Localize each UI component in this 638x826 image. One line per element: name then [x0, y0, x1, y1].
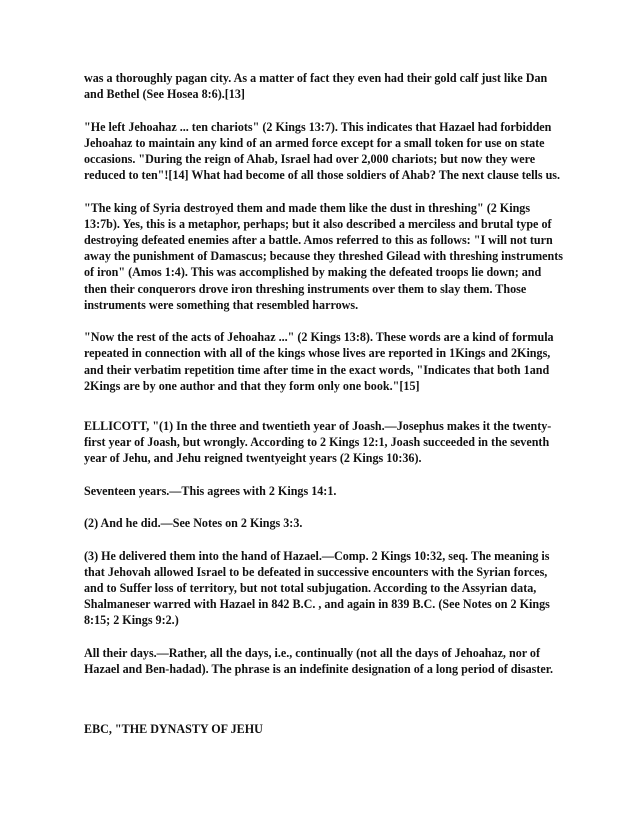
paragraph-king-of-syria: "The king of Syria destroyed them and made them like the dust in threshing" (2 Kings 13:7b). Yes, this is a metaphor, perhaps; but it also described a merciless and brutal type of destroying defeated enemies after a battle. Amos referred to this as follows: "I will not turn away the punishment of Damascus; because they threshed Gilead with threshing instruments of iron" (Amos 1:4). This was accomplished by making the defeated troops lie down; and then their conquerors drove iron threshing instruments over them to slay them. Those instruments were something that resembled harrows.: [84, 200, 563, 312]
paragraph-seventeen-years: Seventeen years.—This agrees with 2 Kings 14:1.: [84, 483, 337, 498]
document-page: [84, 70, 564, 754]
paragraph-ellicott: ELLICOTT, "(1) In the three and twentieth year of Joash.—Josephus makes it the twenty-first year of Joash, but wrongly. According to 2 Kings 12:1, Joash succeeded in the seventh year of Jehu, and Jehu reigned twentyeight years (2 Kings 10:36).: [84, 419, 552, 466]
paragraph-and-he-did: (2) And he did.—See Notes on 2 Kings 3:3.: [84, 516, 303, 531]
paragraph-all-their-days: All their days.—Rather, all the days, i.e., continually (not all the days of Jehoahaz, nor of Hazael and Ben-hadad). The phrase is an indefinite designation of a long period of disaster.: [84, 645, 554, 676]
paragraph-ten-chariots: "He left Jehoahaz ... ten chariots" (2 Kings 13:7). This indicates that Hazael had forbidden Jehoahaz to maintain any kind of an armed force except for a small token for use on state occasions. "During the reign of Ahab, Israel had over 2,000 chariots; but now they were reduced to ten"![14] What had become of all those soldiers of Ahab? The next clause tells us.: [84, 119, 561, 183]
paragraph-rest-of-acts: "Now the rest of the acts of Jehoahaz ..." (2 Kings 13:8). These words are a kind of formula repeated in connection with all of the kings whose lives are reported in 1Kings and 2Kings, and their verbatim repetition time after time in the exact words, "Indicates that both 1and 2Kings are by one author and that they form only one book."[15]: [84, 330, 554, 393]
section-heading-ebc: EBC, "THE DYNASTY OF JEHU: [84, 722, 263, 737]
paragraph-pagan-city: was a thoroughly pagan city. As a matter of fact they even had their gold calf just like Dan and Bethel (See Hosea 8:6).[13]: [84, 71, 548, 102]
paragraph-hand-of-hazael: (3) He delivered them into the hand of Hazael.—Comp. 2 Kings 10:32, seq. The meaning is that Jehovah allowed Israel to be defeated in successive encounters with the Syrian forces, and to Suffer loss of territory, but not total subjugation. According to the Assyrian data, Shalmaneser warred with Hazael in 842 B.C. , and again in 839 B.C. (See Notes on 2 Kings 8:15; 2 Kings 9:2.): [84, 548, 550, 628]
